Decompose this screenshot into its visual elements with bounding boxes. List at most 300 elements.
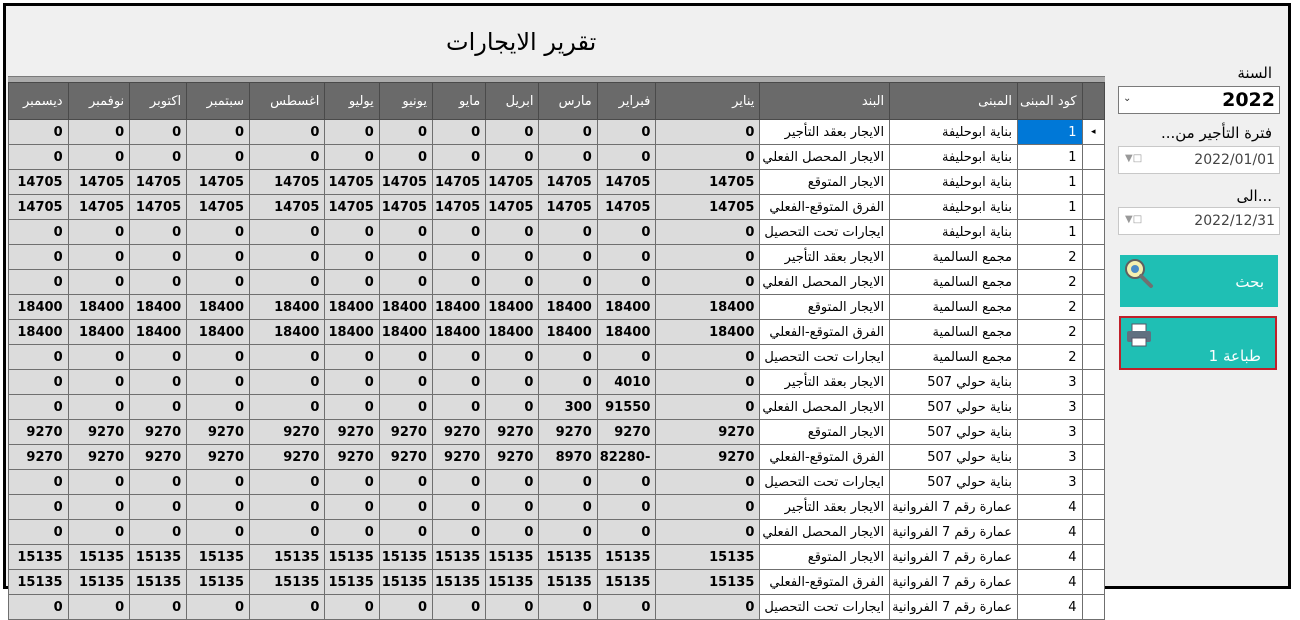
month-value-cell[interactable]: 0 — [379, 245, 432, 270]
month-value-cell[interactable]: 18400 — [68, 295, 130, 320]
month-value-cell[interactable]: 18400 — [130, 295, 187, 320]
table-row[interactable] — [9, 545, 1105, 570]
month-value-cell[interactable]: 0 — [250, 595, 325, 620]
item-cell[interactable]: الايجار المحصل الفعلي — [760, 395, 890, 420]
column-header[interactable]: المبنى — [890, 83, 1018, 120]
month-value-cell[interactable]: 0 — [379, 395, 432, 420]
month-value-cell[interactable]: 0 — [250, 345, 325, 370]
building-name-cell[interactable]: بناية حولي 507 — [890, 370, 1018, 395]
table-row[interactable] — [9, 145, 1105, 170]
month-value-cell[interactable]: 0 — [325, 520, 379, 545]
item-cell[interactable]: الايجار المتوقع — [760, 420, 890, 445]
row-header[interactable] — [1082, 245, 1104, 270]
table-row[interactable] — [9, 220, 1105, 245]
month-value-cell[interactable]: 15135 — [250, 545, 325, 570]
month-value-cell[interactable]: 0 — [68, 220, 130, 245]
month-value-cell[interactable]: 0 — [187, 245, 250, 270]
building-code-cell[interactable]: 3 — [1017, 445, 1082, 470]
month-value-cell[interactable]: 0 — [325, 345, 379, 370]
month-value-cell[interactable]: 0 — [656, 370, 760, 395]
month-value-cell[interactable]: 9270 — [379, 445, 432, 470]
month-value-cell[interactable]: 14705 — [187, 195, 250, 220]
month-value-cell[interactable]: 0 — [187, 495, 250, 520]
month-value-cell[interactable]: 0 — [432, 220, 485, 245]
month-value-cell[interactable]: 0 — [9, 495, 69, 520]
month-value-cell[interactable]: 0 — [9, 120, 69, 145]
month-value-cell[interactable]: 15135 — [656, 545, 760, 570]
month-value-cell[interactable]: 0 — [9, 520, 69, 545]
column-header[interactable]: سبتمبر — [187, 83, 250, 120]
table-row[interactable] — [9, 245, 1105, 270]
column-header[interactable]: نوفمبر — [68, 83, 130, 120]
month-value-cell[interactable]: 0 — [539, 470, 597, 495]
row-header[interactable] — [1082, 445, 1104, 470]
building-name-cell[interactable]: عمارة رقم 7 الفروانية — [890, 570, 1018, 595]
month-value-cell[interactable]: 15135 — [9, 545, 69, 570]
month-value-cell[interactable]: 0 — [539, 245, 597, 270]
month-value-cell[interactable]: 0 — [656, 495, 760, 520]
month-value-cell[interactable]: 300 — [539, 395, 597, 420]
item-cell[interactable]: الفرق المتوقع-الفعلي — [760, 445, 890, 470]
month-value-cell[interactable]: 0 — [250, 220, 325, 245]
building-name-cell[interactable]: مجمع السالمية — [890, 345, 1018, 370]
month-value-cell[interactable]: 14705 — [379, 170, 432, 195]
month-value-cell[interactable]: 0 — [432, 120, 485, 145]
building-name-cell[interactable]: عمارة رقم 7 الفروانية — [890, 495, 1018, 520]
item-cell[interactable]: ايجارات تحت التحصيل — [760, 345, 890, 370]
month-value-cell[interactable]: 0 — [432, 595, 485, 620]
month-value-cell[interactable]: 0 — [379, 120, 432, 145]
building-name-cell[interactable]: عمارة رقم 7 الفروانية — [890, 545, 1018, 570]
building-code-cell[interactable]: 3 — [1017, 470, 1082, 495]
month-value-cell[interactable]: 14705 — [187, 170, 250, 195]
month-value-cell[interactable]: 0 — [656, 120, 760, 145]
building-code-cell[interactable]: 4 — [1017, 545, 1082, 570]
building-name-cell[interactable]: بناية ابوحليفة — [890, 220, 1018, 245]
month-value-cell[interactable]: 9270 — [187, 420, 250, 445]
month-value-cell[interactable]: 0 — [68, 345, 130, 370]
month-value-cell[interactable]: 0 — [187, 595, 250, 620]
building-name-cell[interactable]: بناية ابوحليفة — [890, 120, 1018, 145]
month-value-cell[interactable]: 0 — [9, 370, 69, 395]
month-value-cell[interactable]: 14705 — [656, 195, 760, 220]
building-name-cell[interactable]: عمارة رقم 7 الفروانية — [890, 520, 1018, 545]
row-header[interactable] — [1082, 495, 1104, 520]
month-value-cell[interactable]: 9270 — [325, 445, 379, 470]
month-value-cell[interactable]: 14705 — [325, 170, 379, 195]
item-cell[interactable]: الفرق المتوقع-الفعلي — [760, 570, 890, 595]
table-row[interactable] — [9, 420, 1105, 445]
month-value-cell[interactable]: 14705 — [539, 170, 597, 195]
item-cell[interactable]: الايجار المحصل الفعلي — [760, 145, 890, 170]
month-value-cell[interactable]: 15135 — [486, 570, 539, 595]
month-value-cell[interactable]: 0 — [325, 245, 379, 270]
month-value-cell[interactable]: 0 — [68, 245, 130, 270]
building-code-cell[interactable]: 4 — [1017, 595, 1082, 620]
month-value-cell[interactable]: 0 — [486, 220, 539, 245]
month-value-cell[interactable]: 0 — [9, 145, 69, 170]
rent-report-grid[interactable] — [8, 76, 1105, 615]
row-header[interactable] — [1082, 545, 1104, 570]
building-name-cell[interactable]: بناية حولي 507 — [890, 395, 1018, 420]
building-name-cell[interactable]: مجمع السالمية — [890, 320, 1018, 345]
month-value-cell[interactable]: 8970 — [539, 445, 597, 470]
month-value-cell[interactable]: 0 — [325, 145, 379, 170]
month-value-cell[interactable]: 0 — [656, 220, 760, 245]
month-value-cell[interactable]: 0 — [379, 345, 432, 370]
month-value-cell[interactable]: 0 — [539, 495, 597, 520]
calendar-icon[interactable]: ▼□ — [1125, 153, 1143, 164]
month-value-cell[interactable]: 0 — [325, 395, 379, 420]
month-value-cell[interactable]: 18400 — [656, 320, 760, 345]
month-value-cell[interactable]: 9270 — [486, 420, 539, 445]
month-value-cell[interactable]: 9270 — [250, 445, 325, 470]
building-name-cell[interactable]: عمارة رقم 7 الفروانية — [890, 595, 1018, 620]
table-row[interactable] — [9, 345, 1105, 370]
month-value-cell[interactable]: 0 — [486, 270, 539, 295]
year-select[interactable] — [1118, 86, 1280, 114]
month-value-cell[interactable]: 14705 — [9, 195, 69, 220]
month-value-cell[interactable]: 9270 — [130, 420, 187, 445]
month-value-cell[interactable]: 0 — [432, 495, 485, 520]
month-value-cell[interactable]: 0 — [130, 145, 187, 170]
month-value-cell[interactable]: 9270 — [325, 420, 379, 445]
building-name-cell[interactable]: مجمع السالمية — [890, 270, 1018, 295]
month-value-cell[interactable]: 14705 — [250, 195, 325, 220]
building-name-cell[interactable]: بناية ابوحليفة — [890, 170, 1018, 195]
month-value-cell[interactable]: 0 — [250, 145, 325, 170]
item-cell[interactable]: الايجار بعقد التأجير — [760, 245, 890, 270]
row-header[interactable] — [1082, 420, 1104, 445]
month-value-cell[interactable]: 9270 — [68, 445, 130, 470]
month-value-cell[interactable]: 0 — [656, 470, 760, 495]
item-cell[interactable]: الايجار بعقد التأجير — [760, 495, 890, 520]
row-header[interactable] — [1082, 395, 1104, 420]
month-value-cell[interactable]: 0 — [68, 145, 130, 170]
item-cell[interactable]: الايجار المتوقع — [760, 170, 890, 195]
month-value-cell[interactable]: 0 — [486, 595, 539, 620]
month-value-cell[interactable]: 9270 — [187, 445, 250, 470]
row-header[interactable] — [1082, 520, 1104, 545]
item-cell[interactable]: الايجار المتوقع — [760, 295, 890, 320]
column-header[interactable]: ابريل — [486, 83, 539, 120]
table-row[interactable] — [9, 195, 1105, 220]
item-cell[interactable]: الايجار المحصل الفعلي — [760, 520, 890, 545]
month-value-cell[interactable]: 15135 — [432, 545, 485, 570]
month-value-cell[interactable]: 0 — [9, 245, 69, 270]
month-value-cell[interactable]: 0 — [379, 520, 432, 545]
month-value-cell[interactable]: 18400 — [187, 320, 250, 345]
month-value-cell[interactable]: 18400 — [130, 320, 187, 345]
month-value-cell[interactable]: 9270 — [486, 445, 539, 470]
month-value-cell[interactable]: 91550 — [597, 395, 656, 420]
date-to-picker[interactable] — [1118, 207, 1280, 235]
chevron-down-icon[interactable]: ⌄ — [1123, 93, 1132, 104]
month-value-cell[interactable]: 9270 — [68, 420, 130, 445]
month-value-cell[interactable]: 0 — [597, 245, 656, 270]
month-value-cell[interactable]: 0 — [539, 145, 597, 170]
month-value-cell[interactable]: 15135 — [187, 570, 250, 595]
month-value-cell[interactable]: 0 — [130, 370, 187, 395]
month-value-cell[interactable]: 18400 — [250, 295, 325, 320]
month-value-cell[interactable]: 15135 — [325, 570, 379, 595]
item-cell[interactable]: الايجار المتوقع — [760, 545, 890, 570]
month-value-cell[interactable]: 9270 — [379, 420, 432, 445]
month-value-cell[interactable]: 18400 — [656, 295, 760, 320]
month-value-cell[interactable]: 82280- — [597, 445, 656, 470]
month-value-cell[interactable]: 15135 — [68, 545, 130, 570]
month-value-cell[interactable]: 0 — [656, 395, 760, 420]
month-value-cell[interactable]: 0 — [432, 145, 485, 170]
month-value-cell[interactable]: 0 — [486, 495, 539, 520]
building-name-cell[interactable]: مجمع السالمية — [890, 245, 1018, 270]
building-name-cell[interactable]: بناية حولي 507 — [890, 420, 1018, 445]
month-value-cell[interactable]: 0 — [486, 345, 539, 370]
month-value-cell[interactable]: 14705 — [250, 170, 325, 195]
month-value-cell[interactable]: 0 — [539, 595, 597, 620]
month-value-cell[interactable]: 0 — [597, 595, 656, 620]
table-row[interactable] — [9, 595, 1105, 620]
item-cell[interactable]: الفرق المتوقع-الفعلي — [760, 320, 890, 345]
month-value-cell[interactable]: 0 — [187, 395, 250, 420]
month-value-cell[interactable]: 15135 — [9, 570, 69, 595]
column-header[interactable]: اغسطس — [250, 83, 325, 120]
month-value-cell[interactable]: 9270 — [539, 420, 597, 445]
month-value-cell[interactable]: 9270 — [656, 445, 760, 470]
month-value-cell[interactable]: 14705 — [379, 195, 432, 220]
row-header[interactable] — [1082, 270, 1104, 295]
month-value-cell[interactable]: 18400 — [432, 295, 485, 320]
building-code-cell[interactable]: 3 — [1017, 420, 1082, 445]
month-value-cell[interactable]: 0 — [68, 270, 130, 295]
table-row[interactable] — [9, 445, 1105, 470]
building-code-cell[interactable]: 2 — [1017, 245, 1082, 270]
item-cell[interactable]: الايجار بعقد التأجير — [760, 120, 890, 145]
month-value-cell[interactable]: 0 — [250, 370, 325, 395]
month-value-cell[interactable]: 0 — [325, 220, 379, 245]
row-header[interactable] — [1082, 295, 1104, 320]
month-value-cell[interactable]: 0 — [9, 220, 69, 245]
table-row[interactable] — [9, 120, 1105, 145]
month-value-cell[interactable]: 0 — [187, 520, 250, 545]
month-value-cell[interactable]: 0 — [486, 245, 539, 270]
date-from-picker[interactable] — [1118, 146, 1280, 174]
month-value-cell[interactable]: 0 — [68, 395, 130, 420]
month-value-cell[interactable]: 15135 — [539, 545, 597, 570]
month-value-cell[interactable]: 0 — [656, 520, 760, 545]
month-value-cell[interactable]: 0 — [187, 120, 250, 145]
month-value-cell[interactable]: 0 — [130, 345, 187, 370]
month-value-cell[interactable]: 18400 — [379, 295, 432, 320]
building-code-cell[interactable]: 2 — [1017, 295, 1082, 320]
month-value-cell[interactable]: 15135 — [187, 545, 250, 570]
month-value-cell[interactable]: 0 — [486, 145, 539, 170]
month-value-cell[interactable]: 0 — [597, 220, 656, 245]
month-value-cell[interactable]: 0 — [539, 370, 597, 395]
month-value-cell[interactable]: 0 — [130, 595, 187, 620]
building-name-cell[interactable]: بناية حولي 507 — [890, 445, 1018, 470]
table-row[interactable] — [9, 320, 1105, 345]
month-value-cell[interactable]: 0 — [130, 220, 187, 245]
month-value-cell[interactable]: 0 — [539, 520, 597, 545]
month-value-cell[interactable]: 0 — [597, 470, 656, 495]
month-value-cell[interactable]: 15135 — [250, 570, 325, 595]
month-value-cell[interactable]: 18400 — [325, 295, 379, 320]
building-code-cell[interactable]: 1 — [1017, 120, 1082, 145]
column-header[interactable]: مايو — [432, 83, 485, 120]
month-value-cell[interactable]: 15135 — [432, 570, 485, 595]
month-value-cell[interactable]: 0 — [250, 395, 325, 420]
table-row[interactable] — [9, 295, 1105, 320]
month-value-cell[interactable]: 4010 — [597, 370, 656, 395]
column-header[interactable]: يونيو — [379, 83, 432, 120]
month-value-cell[interactable]: 0 — [187, 470, 250, 495]
month-value-cell[interactable]: 14705 — [130, 170, 187, 195]
month-value-cell[interactable]: 0 — [250, 270, 325, 295]
month-value-cell[interactable]: 0 — [379, 270, 432, 295]
table-row[interactable] — [9, 520, 1105, 545]
item-cell[interactable]: الايجار بعقد التأجير — [760, 370, 890, 395]
month-value-cell[interactable]: 18400 — [486, 295, 539, 320]
building-name-cell[interactable]: بناية حولي 507 — [890, 470, 1018, 495]
month-value-cell[interactable]: 0 — [539, 345, 597, 370]
row-header[interactable] — [1082, 320, 1104, 345]
month-value-cell[interactable]: 0 — [379, 145, 432, 170]
month-value-cell[interactable]: 0 — [379, 495, 432, 520]
month-value-cell[interactable]: 0 — [379, 595, 432, 620]
month-value-cell[interactable]: 0 — [9, 595, 69, 620]
table-row[interactable] — [9, 270, 1105, 295]
month-value-cell[interactable]: 15135 — [379, 545, 432, 570]
month-value-cell[interactable]: 15135 — [130, 545, 187, 570]
table-row[interactable] — [9, 170, 1105, 195]
building-name-cell[interactable]: مجمع السالمية — [890, 295, 1018, 320]
month-value-cell[interactable]: 14705 — [486, 170, 539, 195]
month-value-cell[interactable]: 0 — [325, 495, 379, 520]
row-header[interactable] — [1082, 570, 1104, 595]
month-value-cell[interactable]: 0 — [656, 270, 760, 295]
building-code-cell[interactable]: 2 — [1017, 270, 1082, 295]
building-name-cell[interactable]: بناية ابوحليفة — [890, 145, 1018, 170]
month-value-cell[interactable]: 18400 — [432, 320, 485, 345]
column-header[interactable]: ديسمبر — [9, 83, 69, 120]
month-value-cell[interactable]: 9270 — [656, 420, 760, 445]
table-row[interactable] — [9, 570, 1105, 595]
month-value-cell[interactable]: 0 — [597, 120, 656, 145]
month-value-cell[interactable]: 0 — [250, 470, 325, 495]
row-header[interactable] — [1082, 220, 1104, 245]
month-value-cell[interactable]: 0 — [250, 120, 325, 145]
month-value-cell[interactable]: 0 — [539, 220, 597, 245]
month-value-cell[interactable]: 0 — [130, 120, 187, 145]
month-value-cell[interactable]: 0 — [68, 595, 130, 620]
month-value-cell[interactable]: 18400 — [9, 295, 69, 320]
month-value-cell[interactable]: 14705 — [68, 195, 130, 220]
month-value-cell[interactable]: 0 — [597, 270, 656, 295]
month-value-cell[interactable]: 18400 — [9, 320, 69, 345]
month-value-cell[interactable]: 0 — [325, 370, 379, 395]
month-value-cell[interactable]: 0 — [379, 370, 432, 395]
month-value-cell[interactable]: 14705 — [656, 170, 760, 195]
month-value-cell[interactable]: 14705 — [9, 170, 69, 195]
month-value-cell[interactable]: 0 — [187, 345, 250, 370]
month-value-cell[interactable]: 18400 — [68, 320, 130, 345]
month-value-cell[interactable]: 14705 — [597, 170, 656, 195]
month-value-cell[interactable]: 14705 — [539, 195, 597, 220]
row-header[interactable] — [1082, 145, 1104, 170]
month-value-cell[interactable]: 0 — [9, 270, 69, 295]
month-value-cell[interactable]: 0 — [597, 345, 656, 370]
month-value-cell[interactable]: 9270 — [9, 420, 69, 445]
print-button[interactable] — [1119, 316, 1277, 370]
month-value-cell[interactable]: 18400 — [597, 295, 656, 320]
item-cell[interactable]: ايجارات تحت التحصيل — [760, 220, 890, 245]
month-value-cell[interactable]: 15135 — [597, 545, 656, 570]
month-value-cell[interactable]: 15135 — [130, 570, 187, 595]
month-value-cell[interactable]: 9270 — [597, 420, 656, 445]
month-value-cell[interactable]: 0 — [597, 520, 656, 545]
column-header[interactable]: اكتوبر — [130, 83, 187, 120]
table-row[interactable] — [9, 395, 1105, 420]
month-value-cell[interactable]: 0 — [187, 220, 250, 245]
building-code-cell[interactable]: 4 — [1017, 520, 1082, 545]
month-value-cell[interactable]: 0 — [325, 270, 379, 295]
building-code-cell[interactable]: 2 — [1017, 320, 1082, 345]
month-value-cell[interactable]: 0 — [130, 395, 187, 420]
month-value-cell[interactable]: 0 — [656, 145, 760, 170]
month-value-cell[interactable]: 18400 — [539, 320, 597, 345]
month-value-cell[interactable]: 0 — [432, 345, 485, 370]
table-row[interactable] — [9, 495, 1105, 520]
building-name-cell[interactable]: بناية ابوحليفة — [890, 195, 1018, 220]
month-value-cell[interactable]: 0 — [325, 595, 379, 620]
calendar-icon[interactable]: ▼□ — [1125, 214, 1143, 225]
row-header[interactable] — [1082, 195, 1104, 220]
month-value-cell[interactable]: 0 — [379, 220, 432, 245]
month-value-cell[interactable]: 18400 — [597, 320, 656, 345]
month-value-cell[interactable]: 0 — [187, 370, 250, 395]
row-header[interactable] — [1082, 345, 1104, 370]
month-value-cell[interactable]: 0 — [187, 145, 250, 170]
month-value-cell[interactable]: 0 — [68, 370, 130, 395]
month-value-cell[interactable]: 14705 — [432, 170, 485, 195]
search-button[interactable] — [1120, 255, 1278, 307]
month-value-cell[interactable]: 0 — [68, 470, 130, 495]
building-code-cell[interactable]: 3 — [1017, 370, 1082, 395]
month-value-cell[interactable]: 0 — [187, 270, 250, 295]
month-value-cell[interactable]: 0 — [130, 245, 187, 270]
month-value-cell[interactable]: 15135 — [379, 570, 432, 595]
month-value-cell[interactable]: 18400 — [325, 320, 379, 345]
month-value-cell[interactable]: 0 — [432, 370, 485, 395]
column-header[interactable]: فبراير — [597, 83, 656, 120]
month-value-cell[interactable]: 0 — [130, 470, 187, 495]
month-value-cell[interactable]: 0 — [432, 395, 485, 420]
month-value-cell[interactable]: 9270 — [130, 445, 187, 470]
month-value-cell[interactable]: 0 — [486, 395, 539, 420]
month-value-cell[interactable]: 0 — [656, 245, 760, 270]
month-value-cell[interactable]: 0 — [656, 595, 760, 620]
building-code-cell[interactable]: 4 — [1017, 570, 1082, 595]
month-value-cell[interactable]: 0 — [486, 470, 539, 495]
building-code-cell[interactable]: 1 — [1017, 170, 1082, 195]
month-value-cell[interactable]: 0 — [130, 520, 187, 545]
month-value-cell[interactable]: 18400 — [379, 320, 432, 345]
month-value-cell[interactable]: 0 — [68, 520, 130, 545]
item-cell[interactable]: الايجار المحصل الفعلي — [760, 270, 890, 295]
month-value-cell[interactable]: 0 — [325, 470, 379, 495]
building-code-cell[interactable]: 4 — [1017, 495, 1082, 520]
